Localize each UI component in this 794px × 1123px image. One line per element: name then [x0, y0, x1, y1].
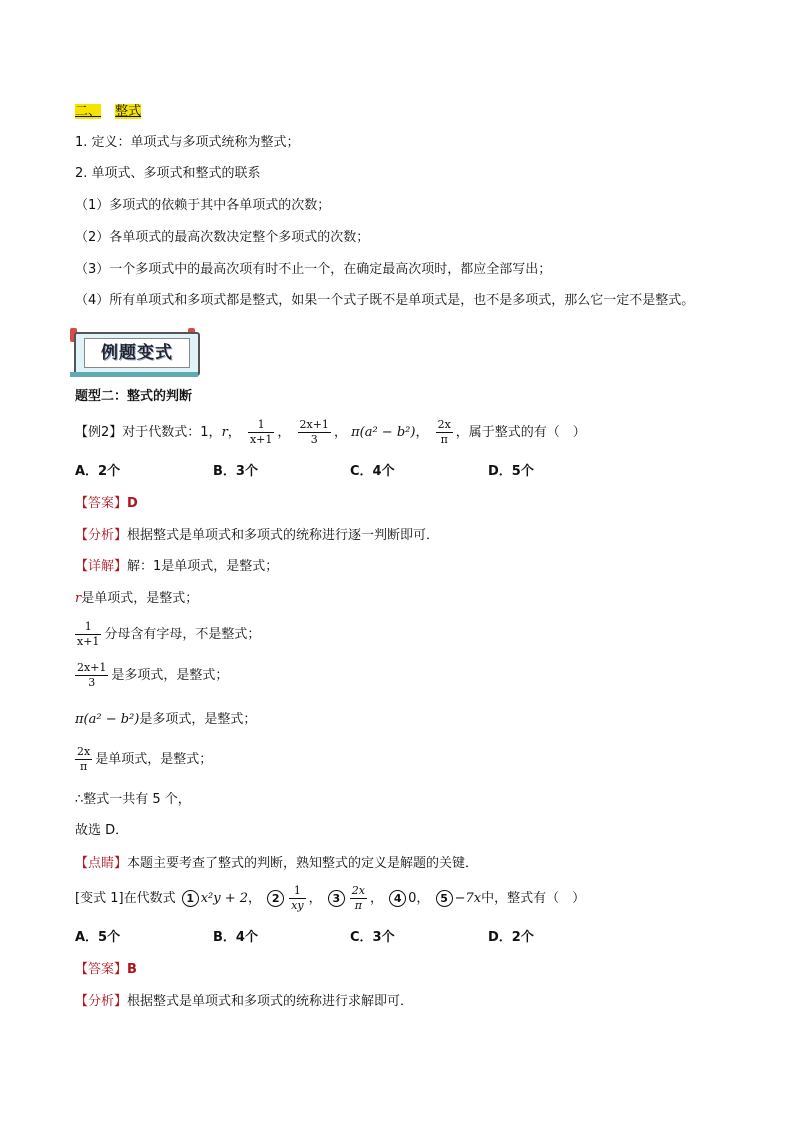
option-a: A．2个 — [75, 464, 121, 479]
example-tag: 【例2】 — [75, 425, 123, 440]
variant-answer-value: B — [127, 962, 137, 977]
answer-line — [75, 495, 138, 513]
circled-number-2: 2 — [267, 890, 284, 907]
variant-option-a: A．5个 — [75, 930, 121, 945]
detail-fraction-3 — [75, 745, 212, 774]
detail-fraction-2-text: 是多项式，是整式； — [111, 668, 229, 683]
expr-r: r — [221, 425, 228, 440]
variant-analysis-text: 根据整式是单项式和多项式的统称进行求解即可． — [127, 994, 414, 1009]
detail-fraction-1-text: 分母含有字母，不是整式； — [104, 627, 261, 642]
analysis-line — [75, 527, 439, 545]
fraction-2x-plus-1-over-3: $\frac{2x+1}{3}$ — [77, 661, 107, 689]
detail-fraction-1 — [75, 620, 260, 649]
fraction-1-over-xy: $\frac{1}{xy}$ — [291, 884, 304, 912]
fraction-2x-plus-1-over-3: $\frac{2x+1}{3}$ — [299, 418, 329, 446]
section-number: 二、 — [75, 104, 102, 119]
example-lead: 对于代数式：1， — [122, 425, 222, 440]
answer-tag: 【答案】 — [75, 496, 128, 511]
count-line: ∴整式一共有 5 个， — [75, 792, 191, 807]
variant-analysis-line — [75, 993, 413, 1011]
variant-lead: 在代数式 — [123, 891, 176, 906]
detail-r-text: 是单项式，是整式； — [81, 591, 199, 606]
option-d: D．5个 — [488, 464, 534, 479]
fraction-2x-over-pi: $\frac{2x}{\pi}$ — [437, 418, 451, 446]
detail-line — [75, 558, 278, 576]
fraction-2x-over-pi: $\frac{2x}{\pi}$ — [351, 884, 365, 912]
detail-pi — [75, 711, 256, 729]
separator: ， — [333, 425, 347, 440]
analysis-text: 根据整式是单项式和多项式的统称进行逐一判断即可． — [127, 528, 440, 543]
comment-line — [75, 855, 478, 873]
separator: ， — [415, 425, 429, 440]
variant-option-c: C．3个 — [350, 930, 395, 945]
point-1: （1）多项式的依赖于其中各单项式的次数； — [75, 198, 331, 213]
variant-analysis-tag: 【分析】 — [75, 994, 128, 1009]
separator: ， — [248, 891, 262, 906]
comment-text: 本题主要考查了整式的判断，熟知整式的定义是解题的关键． — [127, 856, 479, 871]
point-definition: 1. 定义：单项式与多项式统称为整式； — [75, 135, 300, 150]
analysis-tag: 【分析】 — [75, 528, 128, 543]
question-type-title: 题型二：整式的判断 — [75, 389, 193, 404]
badge-label: 例题变式 — [84, 338, 190, 368]
section-title: 整式 — [115, 104, 142, 119]
circled-number-3: 3 — [328, 890, 345, 907]
variant-option-b: B．4个 — [213, 930, 258, 945]
detail-fraction-3-text: 是单项式，是整式； — [95, 752, 213, 767]
option-b: B．3个 — [213, 464, 258, 479]
circled-number-1: 1 — [182, 890, 199, 907]
variant-1-question — [75, 884, 585, 913]
detail-fraction-2 — [75, 661, 228, 690]
expr-pi-a2-minus-b2: π(a² − b²) — [351, 425, 416, 440]
variant-option-d: D．2个 — [488, 930, 534, 945]
circled-number-4: 4 — [389, 890, 406, 907]
expr-r: r — [75, 591, 82, 606]
point-relation: 2. 单项式、多项式和整式的联系 — [75, 166, 261, 181]
detail-r — [75, 590, 198, 608]
detail-pi-text: 是多项式，是整式； — [139, 712, 257, 727]
example-badge — [70, 328, 198, 378]
variant-answer-tag: 【答案】 — [75, 962, 128, 977]
example-2-question — [75, 418, 586, 447]
comment-tag: 【点睛】 — [75, 856, 128, 871]
expr-minus-7x: −7x — [454, 891, 482, 906]
variant-answer-line — [75, 961, 137, 979]
detail-text: 解：1是单项式，是整式； — [127, 559, 279, 574]
detail-tag: 【详解】 — [75, 559, 128, 574]
separator: ， — [308, 891, 322, 906]
fraction-1-over-x-plus-1: $\frac{1}{x+1}$ — [77, 620, 100, 648]
variant-tail: 中，整式有（ ） — [481, 891, 586, 906]
example-tail: ，属于整式的有（ ） — [455, 425, 586, 440]
separator: ， — [416, 891, 430, 906]
point-4: （4）所有单项式和多项式都是整式，如果一个式子既不是单项式是，也不是多项式，那么它一定不是整式。 — [75, 293, 695, 308]
expr-x2y-plus-2: x²y + 2 — [200, 891, 249, 906]
answer-value: D — [127, 496, 138, 511]
separator: ， — [277, 425, 291, 440]
separator: ， — [369, 891, 383, 906]
fraction-2x-over-pi: $\frac{2x}{\pi}$ — [77, 745, 91, 773]
badge-base — [70, 372, 198, 377]
separator: ， — [227, 425, 241, 440]
point-2: （2）各单项式的最高次数决定整个多项式的次数； — [75, 230, 370, 245]
variant-tag: [变式 1] — [75, 891, 124, 906]
choose-line: 故选 D． — [75, 823, 129, 838]
section-heading — [75, 103, 141, 121]
expr-pi-a2-minus-b2: π(a² − b²) — [75, 712, 140, 727]
circled-number-5: 5 — [436, 890, 453, 907]
point-3: （3）一个多项式中的最高次项有时不止一个，在确定最高次项时，都应全部写出； — [75, 262, 552, 277]
expr-zero: 0 — [408, 891, 417, 906]
fraction-1-over-x-plus-1: $\frac{1}{x+1}$ — [249, 418, 273, 446]
option-c: C．4个 — [350, 464, 395, 479]
